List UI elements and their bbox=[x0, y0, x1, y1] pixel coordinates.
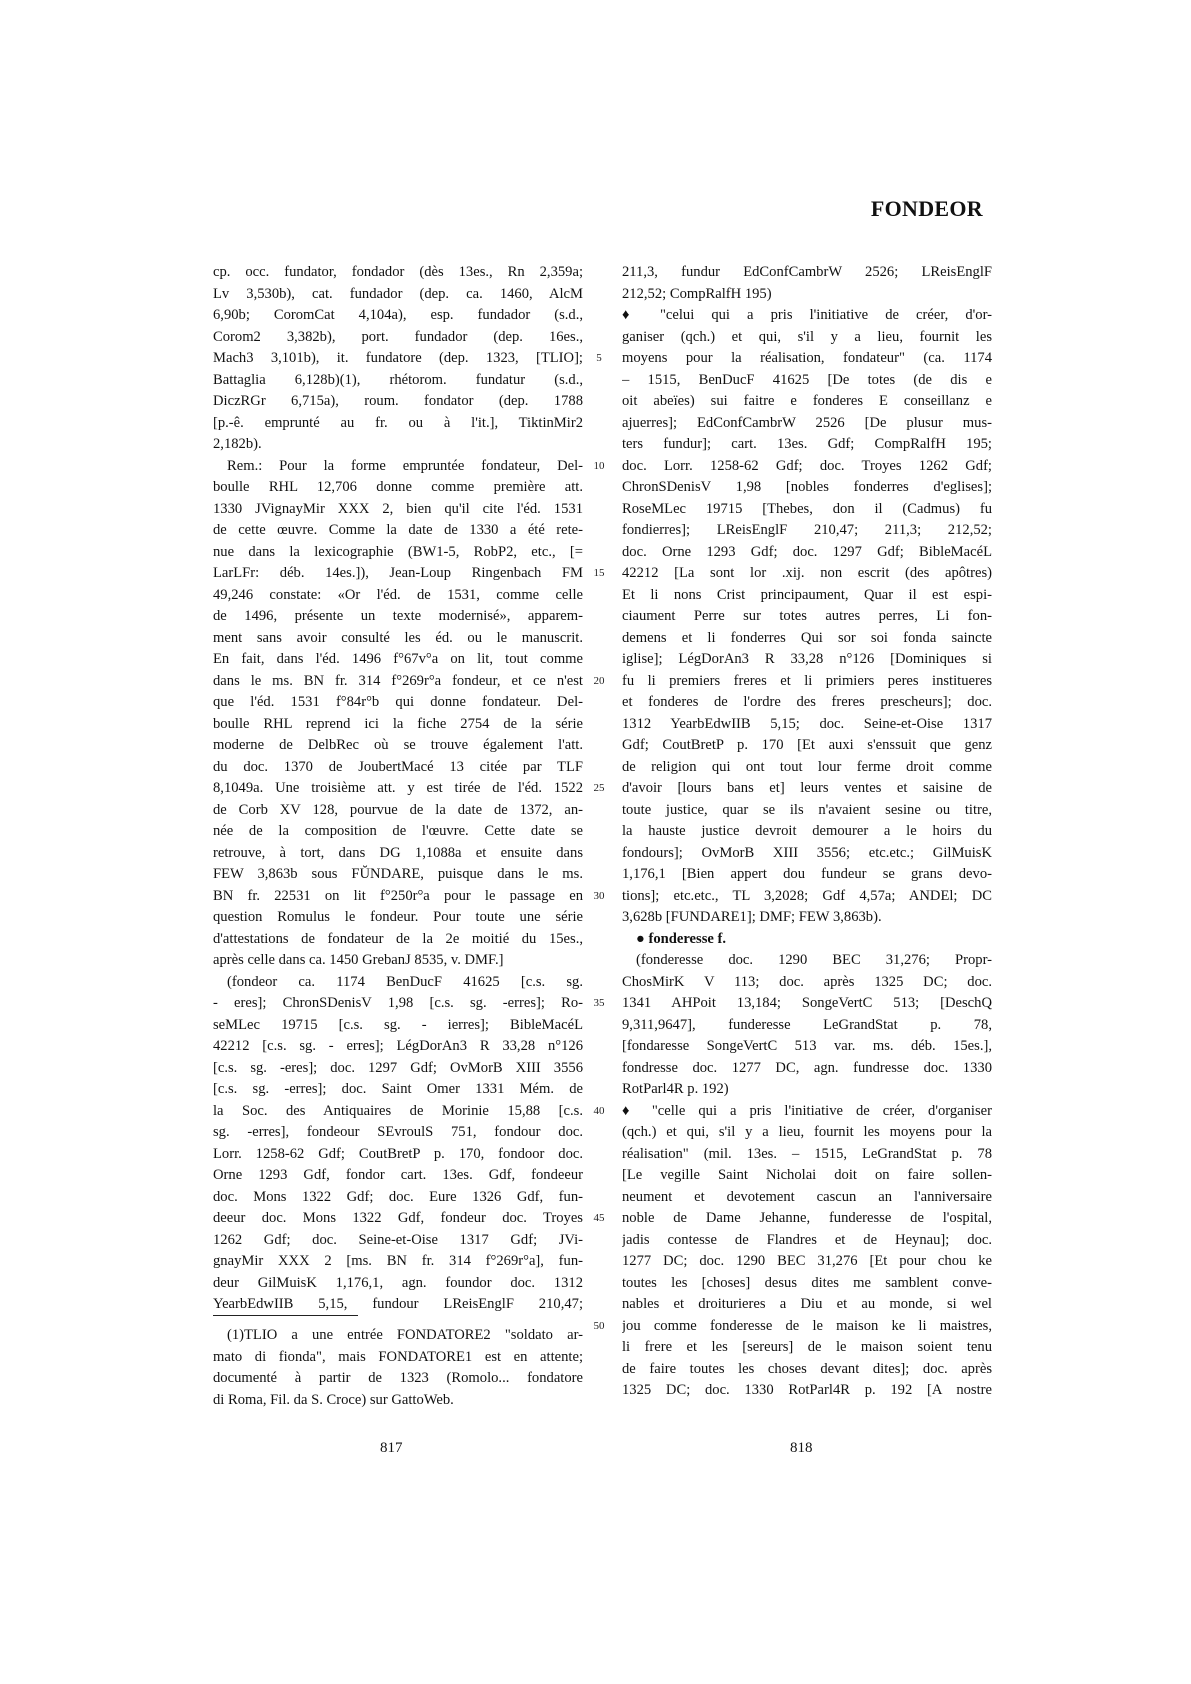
right-column-line: jadis contesse de Flandres et de Heynau]; doc. bbox=[622, 1231, 992, 1248]
left-column-line: d'attestations de fondateur de la 2e moitié du 15es., bbox=[213, 930, 583, 947]
left-column-line: retrouve, à tort, dans DG 1,1088a et ensuite dans bbox=[213, 844, 583, 861]
right-column-line: moyens pour la réalisation, fondateur" (ca. 1174 bbox=[622, 350, 992, 366]
left-column-line: de 1496, présente un texte modernisé», apparem- bbox=[213, 608, 583, 624]
line-number: 30 bbox=[593, 889, 605, 902]
line-number: 35 bbox=[593, 997, 605, 1009]
left-column-line: En fait, dans l'éd. 1496 f°67v°a on lit, tout comme bbox=[213, 651, 583, 667]
right-column-line: RoseMLec 19715 [Thebes, don il (Cadmus) fu bbox=[622, 500, 992, 517]
left-column-line: 1330 JVignayMir XXX 2, bien qu'il cite l'éd. 1531 bbox=[213, 500, 583, 517]
left-column-line: du doc. 1370 de JoubertMacé 13 citée par TLF bbox=[213, 758, 583, 775]
left-column-line: nue dans la lexicographie (BW1-5, RobP2, etc., [= bbox=[213, 543, 583, 560]
right-column-line: Gdf; CoutBretP p. 170 [Et auxi s'enssuit que genz bbox=[622, 737, 992, 753]
left-column-line: 8,1049a. Une troisième att. y est tirée de l'éd. 1522 bbox=[213, 780, 583, 796]
line-number: 15 bbox=[593, 567, 605, 579]
right-column-line: ♦ "celle qui a pris l'initiative de créer, d'organiser bbox=[622, 1102, 992, 1119]
left-column-line: seMLec 19715 [c.s. sg. - ierres]; BibleMacéL bbox=[213, 1016, 583, 1033]
left-column-line: ment sans avoir consulté les éd. ou le manuscrit. bbox=[213, 629, 583, 646]
right-column-line: fondresse doc. 1277 DC, agn. fundresse doc. 1330 bbox=[622, 1059, 992, 1076]
page-header-title: FONDEOR bbox=[870, 196, 983, 221]
right-column-line: fu li premiers freres et li primiers peres institueres bbox=[622, 672, 992, 689]
footnote-line: (1)TLIO a une entrée FONDATORE2 "soldato ar- bbox=[227, 1327, 583, 1343]
right-column-line: [Le vegille Saint Nicholai doit on faire sollen- bbox=[622, 1167, 992, 1183]
right-column-line: li frere et les [sereurs] de le maison soient tenu bbox=[622, 1339, 992, 1355]
right-column-line: ters fundur]; cart. 13es. Gdf; CompRalfH 195; bbox=[622, 436, 992, 452]
footnote-line: documenté à partir de 1323 (Romolo... fondatore bbox=[213, 1370, 583, 1386]
left-column-line: dans le ms. BN fr. 314 f°269r°a fondeur, et ce n'est bbox=[213, 672, 583, 689]
right-column-line: ajuerres]; EdConfCambrW 2526 [De plusur mus- bbox=[622, 414, 992, 431]
left-column-line: de cette œuvre. Comme la date de 1330 a été rete- bbox=[213, 522, 583, 538]
left-column-line: YearbEdwIIB 5,15, fundour LReisEnglF 210,47; bbox=[213, 1296, 583, 1312]
left-column-line: Mach3 3,101b), it. fundatore (dep. 1323, [TLIO]; bbox=[213, 350, 583, 366]
right-column-line: (qch.) et qui, s'il y a lieu, fournit les moyens pour la bbox=[622, 1124, 992, 1140]
right-column-line: réalisation" (mil. 13es. – 1515, LeGrandStat p. 78 bbox=[622, 1145, 992, 1162]
left-column-line: de Corb XV 128, pourvue de la date de 1372, an- bbox=[213, 801, 583, 818]
right-column-line: demens et li fonderres Qui sor soi fonda saincte bbox=[622, 629, 992, 646]
right-column bbox=[622, 262, 992, 1402]
right-column-line: de religion qui ont tout lour ferme droit comme bbox=[622, 758, 992, 775]
footnote bbox=[213, 1325, 583, 1411]
left-column-line: Battaglia 6,128b)(1), rhétorom. fundatur (s.d., bbox=[213, 371, 583, 388]
line-number: 50 bbox=[593, 1319, 605, 1332]
right-column-line: neument et devotement cascun an l'anniversaire bbox=[622, 1188, 992, 1205]
right-column-line: 212,52; CompRalfH 195) bbox=[622, 285, 772, 302]
left-column bbox=[213, 262, 583, 1316]
left-column-line: FEW 3,863b sous FŬNDARE, puisque dans le ms. bbox=[213, 866, 583, 882]
footnote-line: di Roma, Fil. da S. Croce) sur GattoWeb. bbox=[213, 1391, 454, 1408]
left-column-line: [c.s. sg. -eres]; doc. 1297 Gdf; OvMorB XIII 3556 bbox=[213, 1059, 583, 1076]
page-number-left: 817 bbox=[380, 1440, 403, 1456]
right-column-line: doc. Orne 1293 Gdf; doc. 1297 Gdf; BibleMacéL bbox=[622, 543, 992, 560]
right-column-line: de faire toutes les choses devant dites]; doc. après bbox=[622, 1360, 992, 1377]
right-column-line: (fonderesse doc. 1290 BEC 31,276; Propr- bbox=[636, 952, 992, 968]
right-column-line: toute justice, quar se ils n'avaient sesine ou titre, bbox=[622, 801, 992, 818]
left-column-line: cp. occ. fundator, fondador (dès 13es., Rn 2,359a; bbox=[213, 264, 583, 280]
right-column-line: 1277 DC; doc. 1290 BEC 31,276 [Et pour chou ke bbox=[622, 1253, 992, 1269]
left-column-line: (fondeor ca. 1174 BenDucF 41625 [c.s. sg. bbox=[227, 973, 583, 990]
right-column-line: toutes les [choses] desus dites me samblent conve- bbox=[622, 1274, 992, 1291]
line-number: 25 bbox=[593, 782, 605, 794]
right-column-line: d'avoir [lours bans et] leurs ventes et saisine de bbox=[622, 780, 992, 796]
left-column-line: [p.-ê. emprunté au fr. ou à l'it.], TiktinMir2 bbox=[213, 414, 583, 431]
right-column-line: ciaument Perre sur totes autres perres, Li fon- bbox=[622, 608, 992, 624]
left-column-line: 1262 Gdf; doc. Seine-et-Oise 1317 Gdf; JVi- bbox=[213, 1231, 583, 1248]
right-column-line: noble de Dame Jehanne, funderesse de l'ospital, bbox=[622, 1210, 992, 1226]
right-column-line: ganiser (qch.) et qui, s'il y a lieu, fournit les bbox=[622, 328, 992, 345]
left-column-line: 42212 [c.s. sg. - erres]; LégDorAn3 R 33,28 n°126 bbox=[213, 1038, 583, 1054]
right-column-line: 9,311,9647], funderesse LeGrandStat p. 78, bbox=[622, 1016, 992, 1033]
right-column-line: 1,176,1 [Bien appert dou fundeur se grans devo- bbox=[622, 866, 992, 882]
right-column-line: nables et droiturieres a Diu et au monde, si wel bbox=[622, 1296, 992, 1312]
left-column-line: - eres]; ChronSDenisV 1,98 [c.s. sg. -erres]; Ro- bbox=[213, 995, 583, 1011]
left-column-line: BN fr. 22531 on lit f°250r°a pour le passage en bbox=[213, 887, 583, 904]
right-column-line: – 1515, BenDucF 41625 [De totes (de dis e bbox=[622, 371, 992, 388]
left-column-line: deur GilMuisK 1,176,1, agn. foundor doc. 1312 bbox=[213, 1274, 583, 1291]
right-column-line: ChronSDenisV 1,98 [nobles fonderres d'eglises]; bbox=[622, 479, 992, 495]
right-column-line: [fondaresse SongeVertC 513 var. ms. déb. 15es.], bbox=[622, 1038, 992, 1054]
left-column-line: doc. Mons 1322 Gdf; doc. Eure 1326 Gdf, fun- bbox=[213, 1188, 583, 1205]
left-column-line: que l'éd. 1531 f°84r°b qui donne fondateur. Del- bbox=[213, 694, 583, 710]
right-column-line: tions]; etc.etc., TL 3,2028; Gdf 4,57a; ANDEl; DC bbox=[622, 887, 992, 904]
right-column-line: 1325 DC; doc. 1330 RotParl4R p. 192 [A nostre bbox=[622, 1382, 992, 1398]
left-column-line: gnayMir XXX 2 [ms. BN fr. 314 f°269r°a], fun- bbox=[213, 1253, 583, 1269]
right-column-line: Et li nons Crist principaument, Quar il est espi- bbox=[622, 586, 992, 603]
right-column-line: la hauste justice devroit demourer a le hoirs du bbox=[622, 823, 992, 839]
left-column-line: 2,182b). bbox=[213, 436, 262, 452]
line-number: 10 bbox=[593, 459, 605, 472]
footnote-line: mato di fionda", mais FONDATORE1 est en attente; bbox=[213, 1348, 583, 1365]
right-column-line: fondierres]; LReisEnglF 210,47; 211,3; 212,52; bbox=[622, 522, 992, 538]
left-column-line: Lorr. 1258-62 Gdf; CoutBretP p. 170, fondoor doc. bbox=[213, 1145, 583, 1162]
left-column-line: sg. -erres], fondeour SEvroulS 751, fondour doc. bbox=[213, 1124, 583, 1140]
footnote-divider bbox=[213, 1315, 358, 1316]
right-column-line: ● fonderesse f. bbox=[636, 930, 727, 947]
right-column-line: 3,628b [FUNDARE1]; DMF; FEW 3,863b). bbox=[622, 909, 882, 925]
left-column-line: deeur doc. Mons 1322 Gdf, fondeur doc. Troyes bbox=[213, 1210, 583, 1226]
left-column-line: boulle RHL reprend ici la fiche 2754 de la série bbox=[213, 715, 583, 732]
right-column-line: 1312 YearbEdwIIB 5,15; doc. Seine-et-Oise 1317 bbox=[622, 715, 992, 732]
right-column-line: 1341 AHPoit 13,184; SongeVertC 513; [DeschQ bbox=[622, 995, 992, 1011]
left-column-line: après celle dans ca. 1450 GrebanJ 8535, v. DMF.] bbox=[213, 952, 504, 968]
left-column-line: moderne de DelbRec où se trouve également l'att. bbox=[213, 737, 583, 753]
right-column-line: ♦ "celui qui a pris l'initiative de créer, d'or- bbox=[622, 307, 992, 323]
left-column-line: Orne 1293 Gdf, fondor cart. 13es. Gdf, fondeeur bbox=[213, 1167, 583, 1183]
line-number: 45 bbox=[593, 1212, 605, 1224]
line-number: 20 bbox=[593, 674, 605, 687]
left-column-line: [c.s. sg. -erres]; doc. Saint Omer 1331 Mém. de bbox=[213, 1081, 583, 1097]
left-column-line: question Romulus le fondeur. Pour toute une série bbox=[213, 909, 583, 925]
left-column-line: Rem.: Pour la forme empruntée fondateur, Del- bbox=[227, 457, 583, 474]
right-column-line: ChosMirK V 113; doc. après 1325 DC; doc. bbox=[622, 973, 992, 990]
left-column-line: Lv 3,530b), cat. fundador (dep. ca. 1460, AlcM bbox=[213, 285, 583, 302]
left-column-line: 49,246 constate: «Or l'éd. de 1531, comme celle bbox=[213, 586, 583, 603]
line-number: 5 bbox=[596, 352, 602, 364]
right-column-line: oit abeïes) sui faitre e fonderes E conseillanz e bbox=[622, 393, 992, 409]
right-column-line: jou comme fonderesse de le maison ke li maistres, bbox=[622, 1317, 992, 1334]
left-column-line: née de la composition de l'œuvre. Cette date se bbox=[213, 823, 583, 839]
left-column-line: la Soc. des Antiquaires de Morinie 15,88 [c.s. bbox=[213, 1102, 583, 1119]
right-column-line: RotParl4R p. 192) bbox=[622, 1081, 729, 1097]
line-number: 40 bbox=[593, 1104, 605, 1117]
left-column-line: LarLFr: déb. 14es.]), Jean-Loup Ringenbach FM bbox=[213, 565, 583, 581]
page-number-right: 818 bbox=[790, 1440, 813, 1456]
right-column-line: et fonderes de l'ordre des freres prescheurs]; doc. bbox=[622, 694, 992, 710]
right-column-line: 211,3, fundur EdConfCambrW 2526; LReisEnglF bbox=[622, 264, 992, 280]
right-column-line: doc. Lorr. 1258-62 Gdf; doc. Troyes 1262 Gdf; bbox=[622, 457, 992, 474]
left-column-line: DiczRGr 6,715a), roum. fondator (dep. 1788 bbox=[213, 393, 583, 409]
right-column-line: 42212 [La sont lor .xij. non escrit (des apôtres) bbox=[622, 565, 992, 581]
left-column-line: boulle RHL 12,706 donne comme première att. bbox=[213, 479, 583, 495]
left-column-line: 6,90b; CoromCat 4,104a), esp. fundador (s.d., bbox=[213, 307, 583, 323]
left-column-line: Corom2 3,382b), port. fundador (dep. 16es., bbox=[213, 328, 583, 345]
right-column-line: fondours]; OvMorB XIII 3556; etc.etc.; GilMuisK bbox=[622, 844, 992, 861]
right-column-line: iglise]; LégDorAn3 R 33,28 n°126 [Dominiques si bbox=[622, 651, 992, 667]
